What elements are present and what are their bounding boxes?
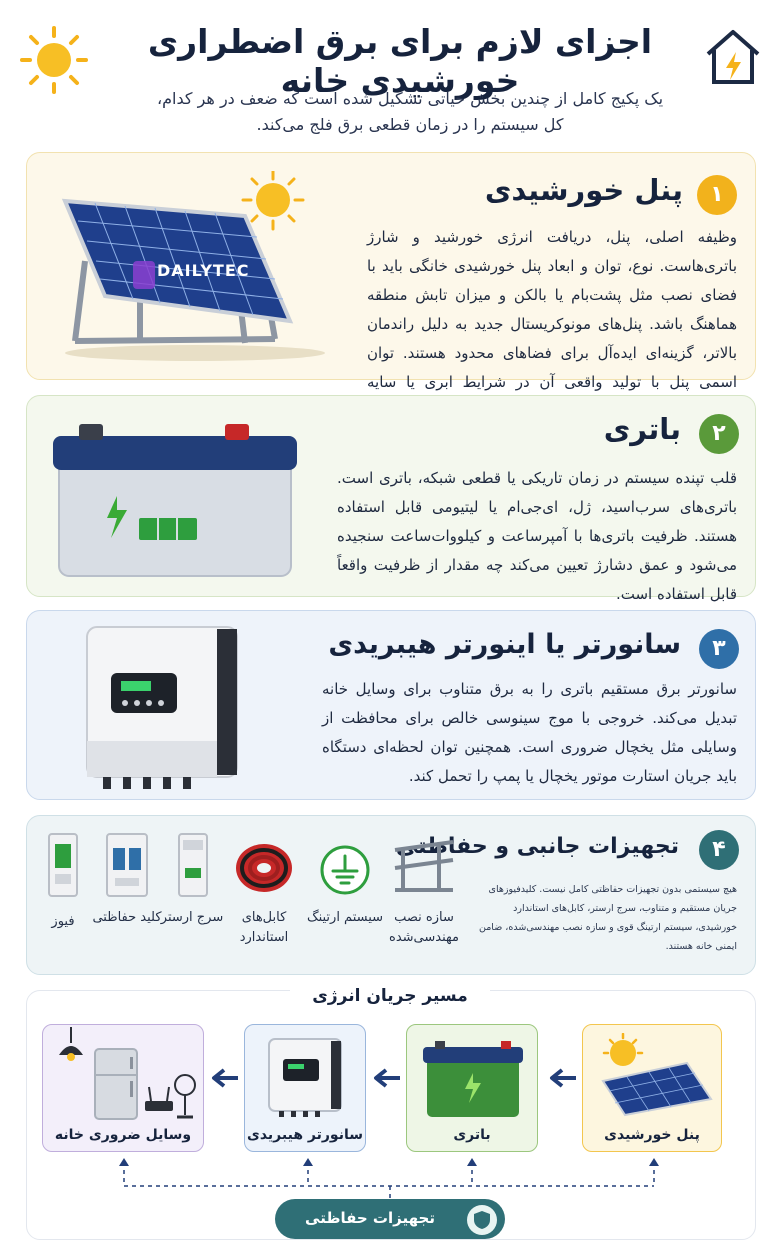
flow-step-inverter <box>244 1024 366 1152</box>
inverter-icon <box>265 1035 347 1119</box>
earthing-icon <box>319 844 371 896</box>
fuse-icon <box>45 830 81 900</box>
battery-illustration <box>47 414 307 584</box>
protection-label: تجهیزات حفاظتی <box>305 1209 435 1227</box>
mounting-frame-icon <box>389 838 459 894</box>
accessory-label: سازه نصب مهندسی‌شده <box>389 910 459 945</box>
home-appliances-icon <box>51 1027 197 1123</box>
flow-step-battery <box>406 1024 538 1152</box>
section-number-badge: ۴ <box>699 830 739 870</box>
flow-step-label: وسایل ضروری خانه <box>54 1127 192 1143</box>
accessory-label: فیوز <box>51 914 75 929</box>
flow-arrow-icon <box>370 1066 402 1090</box>
cable-icon <box>231 836 297 898</box>
flow-step-label: سانورتر هیبریدی <box>247 1127 363 1143</box>
shield-icon <box>467 1205 497 1235</box>
flow-step-label: باتری <box>453 1127 491 1143</box>
section-number-badge: ۱ <box>697 175 737 215</box>
surge-arrester-icon <box>175 830 211 900</box>
accessory-label: کلید حفاظتی <box>92 910 162 925</box>
solar-panel-icon <box>591 1033 715 1119</box>
section-number-badge: ۳ <box>699 629 739 669</box>
flow-title: مسیر جریان انرژی <box>290 986 490 1006</box>
accessory-label: کابل‌های استاندارد <box>239 910 289 945</box>
section-inverter <box>26 610 756 800</box>
section-body: قلب تپنده سیستم در زمان تاریکی یا قطعی شبکه، باتری است. باتری‌های سرب‌اسید، ژل، ای‌جی‌ام یا لیتیومی قابل استفاده هستند. ظرفیت باتری‌ها با آمپرساعت و کیلووات‌ساعت سنجیده می‌شود و عمق دشارژ تعیین می‌کند چه مقدار از ظرفیت واقعاً قابل استفاده است. <box>337 469 737 603</box>
section-solar-panel <box>26 152 756 391</box>
page-title: اجزای لازم برای برق اضطراری خورشیدی خانه <box>147 22 653 100</box>
inverter-illustration <box>77 621 257 796</box>
section-title: سانورتر یا اینورتر هیبریدی <box>328 629 681 660</box>
header <box>0 0 780 150</box>
section-body: هیچ سیستمی بدون تجهیزات حفاظتی کامل نیست. کلیدفیوزهای جریان مستقیم و متناوب، سرج ارستر، کابل‌های استاندارد خورشیدی، سیستم ارتینگ قوی و سازه نصب مهندسی‌شده، ضامن ایمنی خانه هستند. <box>478 884 737 952</box>
section-title: باتری <box>603 412 681 446</box>
battery-icon <box>421 1039 525 1119</box>
protection-equipment-badge <box>275 1199 505 1239</box>
section-title: پنل خورشیدی <box>484 173 683 207</box>
flow-arrow-icon <box>546 1066 578 1090</box>
breaker-icon <box>103 830 151 900</box>
flow-arrow-icon <box>208 1066 240 1090</box>
section-body: سانورتر برق مستقیم باتری را به برق متناوب برای وسایل خانه تبدیل می‌کند. خروجی با موج سینوسی خالص برای محافظت از وسایلی مثل یخچال ضروری است. همچنین توان لحظه‌ای دستگاه باید جریان استارت موتور یخچال یا پمپ را تحمل کند. <box>322 680 737 785</box>
section-title: تجهیزات جانبی و حفاظتی <box>395 834 679 859</box>
accessory-label: سرج ارستر <box>160 910 224 925</box>
section-battery <box>26 395 756 603</box>
flow-step-home-appliances <box>42 1024 204 1152</box>
section-body: وظیفه اصلی، پنل، دریافت انرژی خورشید و شارژ باتری‌هاست. نوع، توان و ابعاد پنل خورشیدی خانگی باید با فضای نصب مثل پشت‌بام یا بالکن و میزان تابش منطقه هماهنگ باشد. پنل‌های مونوکریستال جدید به دلیل راندمان بالاتر، گزینه‌ای ایده‌آل برای فضاهای محدود هستند. توان اسمی پنل با تولید واقعی آن در شرایط ابری یا سایه <box>367 228 737 391</box>
page-subtitle: یک پکیج کامل از چندین بخش حیاتی تشکیل شده است که ضعف در هر کدام، کل سیستم را در زمان قطعی برق فلج می‌کند. <box>156 89 664 134</box>
house-energy-icon <box>702 26 764 88</box>
flow-step-solar-panel <box>582 1024 722 1152</box>
section-number-badge: ۲ <box>699 414 739 454</box>
watermark-logo: DAILYTEC <box>157 261 250 280</box>
flow-step-label: پنل خورشیدی <box>604 1127 700 1143</box>
section-protection-accessories <box>26 815 756 975</box>
sun-icon <box>18 24 90 96</box>
accessory-label: سیستم ارتینگ <box>306 910 384 925</box>
